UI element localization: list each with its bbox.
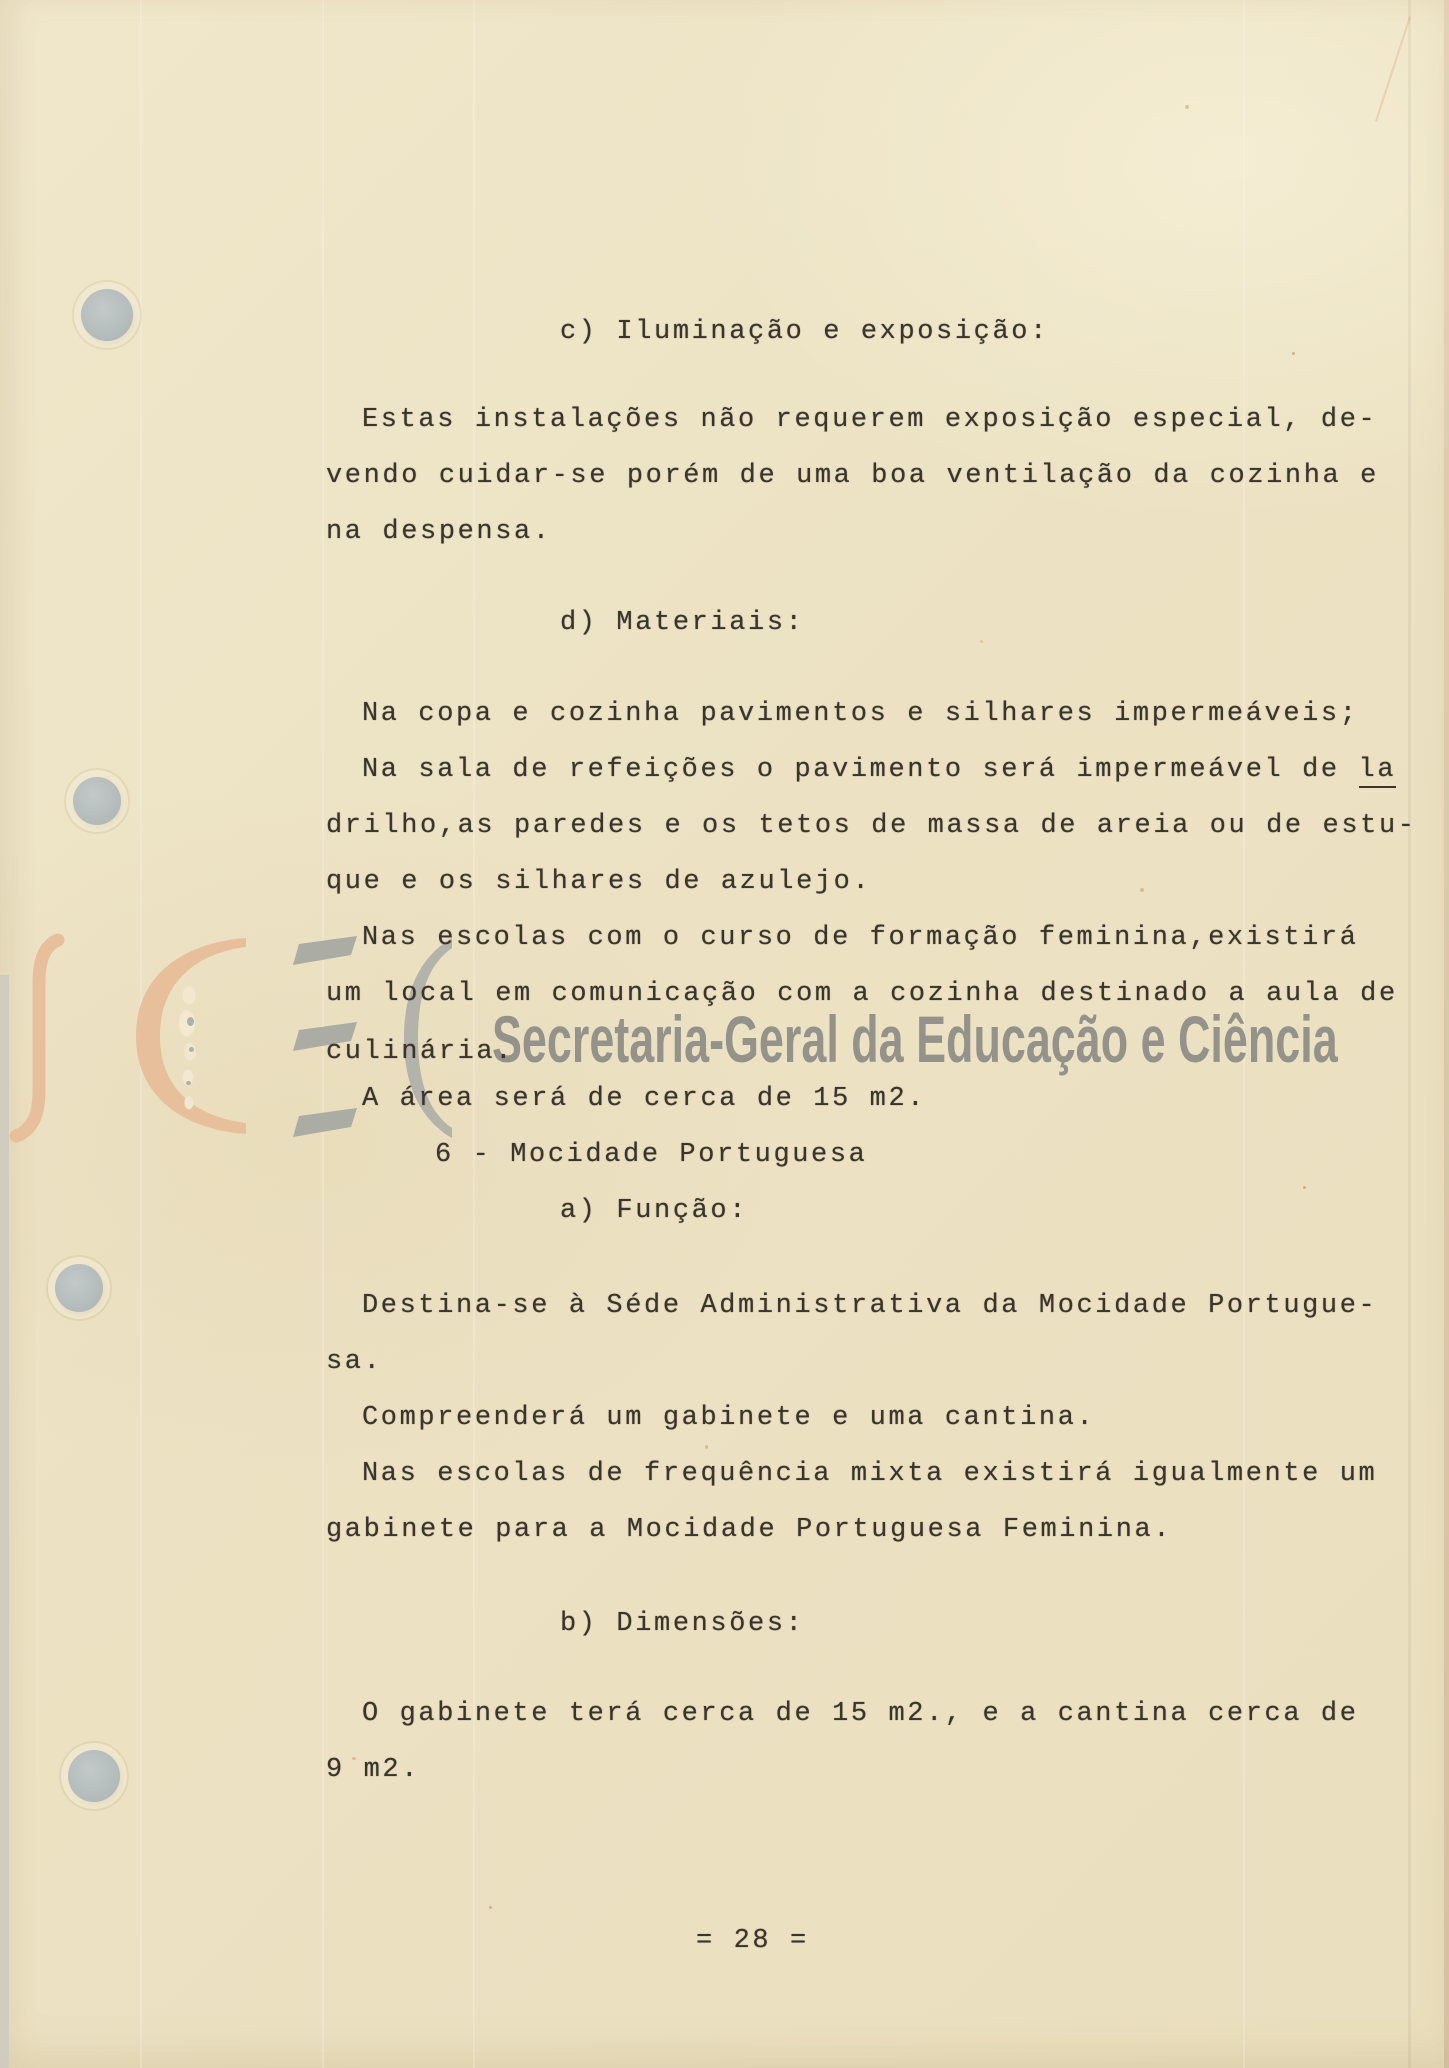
typed-segment: Na sala de refeições o pavimento será impermeável de: [362, 755, 1359, 785]
scan-striation: [473, 0, 475, 2068]
typed-line: [362, 754, 1396, 786]
typed-line: gabinete para a Mocidade Portuguesa Feminina.: [326, 1515, 1173, 1545]
underlined-segment: la: [1359, 755, 1397, 788]
typed-line: Estas instalações não requerem exposição especial, de-: [362, 405, 1378, 435]
heading-d-materiais: d) Materiais:: [560, 608, 805, 638]
typed-line: culinária.: [326, 1037, 515, 1067]
paper-damage-patch: [178, 985, 200, 1113]
punch-hole-2: [73, 777, 121, 825]
typed-line: um local em comunicação com a cozinha destinado a aula de: [326, 979, 1398, 1009]
heading-c-iluminacao: c) Iluminação e exposição:: [560, 317, 1049, 347]
typed-line: Nas escolas com o curso de formação feminina,existirá: [362, 923, 1359, 953]
paper-speck: [1292, 352, 1295, 355]
typed-line: O gabinete terá cerca de 15 m2., e a cantina cerca de: [362, 1699, 1359, 1729]
punch-hole-3: [55, 1264, 103, 1312]
sgec-watermark-text: Secretaria-Geral da Educação e Ciência: [492, 1002, 1338, 1076]
typed-line: na despensa.: [326, 517, 552, 547]
paper-speck: [705, 1445, 708, 1449]
punch-hole-4: [68, 1750, 120, 1802]
paper-speck: [489, 1906, 492, 1909]
typed-line: drilho,as paredes e os tetos de massa de areia ou de estu-: [326, 811, 1417, 841]
typed-line: Na copa e cozinha pavimentos e silhares impermeáveis;: [362, 699, 1359, 729]
typed-line: Destina-se à Séde Administrativa da Mocidade Portugue-: [362, 1291, 1378, 1321]
typed-line: Compreenderá um gabinete e uma cantina.: [362, 1403, 1096, 1433]
paper-speck: [1140, 888, 1144, 892]
typed-line: vendo cuidar-se porém de uma boa ventilação da cozinha e: [326, 461, 1379, 491]
typed-line: que e os silhares de azulejo.: [326, 867, 872, 897]
logo-integral-stroke: [16, 940, 58, 1136]
heading-b-dimensoes: b) Dimensões:: [560, 1609, 805, 1639]
section-6-mocidade: 6 - Mocidade Portuguesa: [435, 1140, 868, 1170]
logo-dash-1: [293, 936, 357, 965]
typed-line: Nas escolas de frequência mixta existirá igualmente um: [362, 1459, 1378, 1489]
punch-hole-1: [81, 289, 133, 341]
paper-crease: [1375, 16, 1411, 121]
logo-dash-3: [293, 1108, 357, 1137]
paper-speck: [980, 640, 983, 643]
typed-line: 9 m2.: [326, 1755, 421, 1785]
typed-line: A área será de cerca de 15 m2.: [362, 1084, 927, 1114]
page-number: = 28 =: [696, 1926, 809, 1956]
paper-speck: [1185, 105, 1189, 109]
heading-a-funcao: a) Função:: [560, 1196, 749, 1226]
typed-line: sa.: [326, 1347, 383, 1377]
paper-speck: [1303, 1186, 1306, 1189]
scan-edge-right: [1444, 0, 1449, 2068]
fold-line: [1408, 0, 1411, 2068]
